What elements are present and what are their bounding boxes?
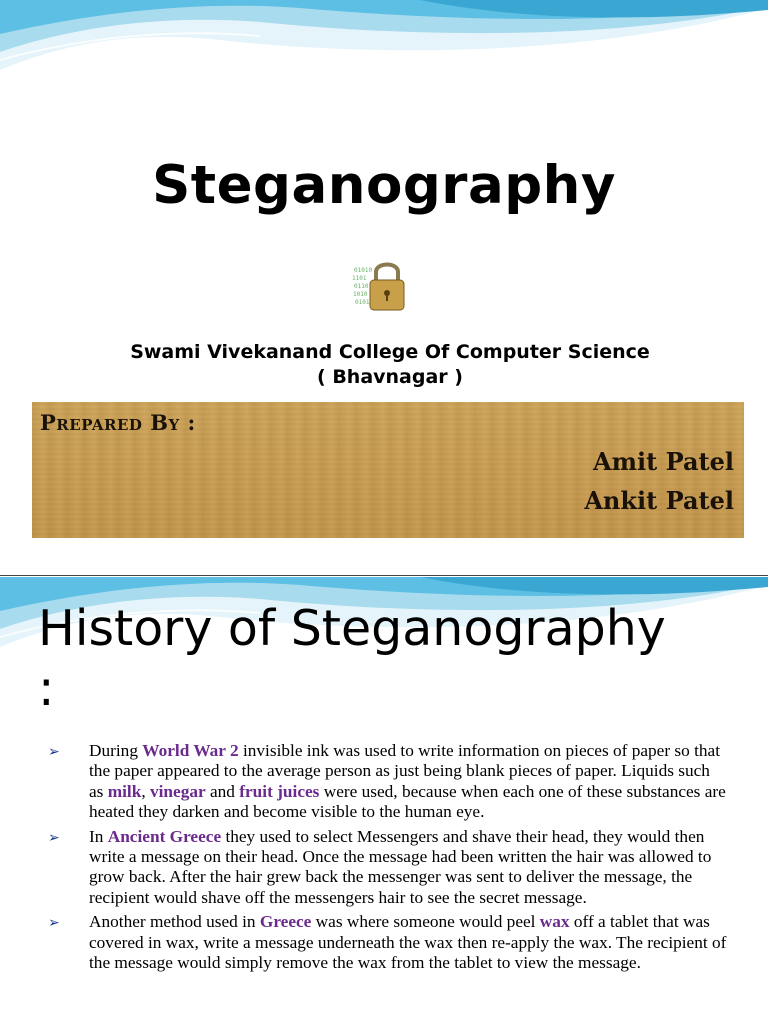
bullet-list bbox=[48, 741, 728, 977]
highlighted-term: milk bbox=[107, 781, 142, 801]
bullet-text: off a tablet that was covered in wax, write a message underneath the wax then re-apply the wax. The recipient of the message would simply remove the wax from the tablet to view the message. bbox=[89, 912, 727, 973]
author-name: Amit Patel bbox=[593, 447, 734, 476]
prepared-by-panel bbox=[32, 402, 744, 538]
svg-text:0101: 0101 bbox=[355, 299, 370, 306]
college-name-line1: Swami Vivekanand College Of Computer Science bbox=[130, 341, 650, 363]
bullet-text: they used to select Messengers and shave their head, they would then write a message on their head. Once the message had been written the hair was allowed to grow back. After the hair grew back the messenger was sent to deliver the message, the recipient would shave off the messengers hair to see the secret message. bbox=[89, 826, 712, 907]
bullet-text: , bbox=[141, 781, 150, 801]
highlighted-term: World War 2 bbox=[142, 741, 239, 760]
svg-text:0110: 0110 bbox=[354, 283, 369, 290]
svg-text:01010: 01010 bbox=[354, 267, 373, 274]
highlighted-term: wax bbox=[539, 912, 570, 932]
highlighted-term: vinegar bbox=[149, 781, 206, 801]
bullet-item bbox=[48, 827, 728, 909]
bullet-text: Another method used in bbox=[89, 912, 260, 932]
bullet-arrow-icon: ➢ bbox=[48, 915, 60, 932]
wave-banner-top bbox=[0, 0, 768, 95]
college-name-line2: ( Bhavnagar ) bbox=[317, 366, 463, 388]
padlock-icon bbox=[352, 258, 414, 316]
college-name bbox=[0, 340, 768, 390]
prepared-by-label: Prepared By : bbox=[40, 410, 196, 435]
slide-title bbox=[38, 599, 758, 719]
svg-text:1010: 1010 bbox=[353, 291, 368, 298]
bullet-text: and bbox=[205, 781, 240, 801]
highlighted-term: Greece bbox=[259, 912, 312, 932]
bullet-arrow-icon: ➢ bbox=[48, 744, 60, 760]
author-name: Ankit Patel bbox=[584, 486, 734, 515]
bullet-text: During bbox=[89, 741, 143, 760]
bullet-item bbox=[48, 912, 728, 973]
slide-title-line2: : bbox=[38, 660, 55, 717]
bullet-arrow-icon: ➢ bbox=[48, 829, 60, 846]
bullet-text: were used, because when each one of these substances are heated they darken and become visible to the human eye. bbox=[89, 781, 726, 822]
history-slide bbox=[0, 577, 768, 1024]
bullet-text: was where someone would peel bbox=[311, 912, 540, 932]
bullet-item bbox=[48, 741, 728, 823]
highlighted-term: Ancient Greece bbox=[107, 826, 222, 846]
bullet-text: In bbox=[89, 826, 108, 846]
slide-title: Steganography bbox=[152, 155, 616, 216]
bullet-text: invisible ink was used to write information on pieces of paper so that the paper appeared to the average person as just being blank pieces of paper. Liquids such as bbox=[89, 741, 721, 801]
svg-text:1101: 1101 bbox=[352, 275, 367, 282]
highlighted-term: fruit juices bbox=[239, 781, 320, 801]
slide-title-line1: History of Steganography bbox=[38, 600, 666, 657]
